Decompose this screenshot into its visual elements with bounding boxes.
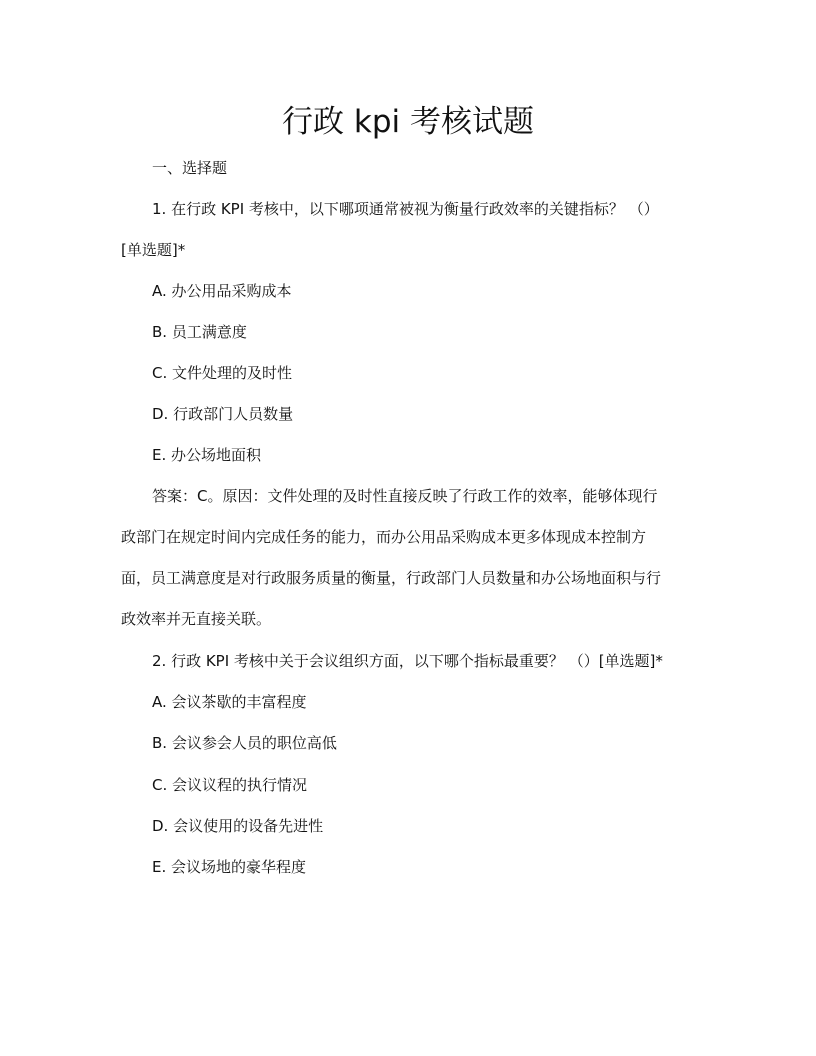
question-2-option-d: D. 会议使用的设备先进性	[152, 817, 324, 835]
question-1-type: [单选题]*	[121, 241, 186, 259]
question-1-answer-line-2: 政部门在规定时间内完成任务的能力，而办公用品采购成本更多体现成本控制方	[121, 528, 647, 546]
question-1-prompt: 1. 在行政 KPI 考核中，以下哪项通常被视为衡量行政效率的关键指标？ （）	[152, 200, 659, 218]
question-1-option-b: B. 员工满意度	[152, 323, 247, 341]
question-2-option-a: A. 会议茶歇的丰富程度	[152, 693, 307, 711]
section-heading: 一、选择题	[152, 159, 228, 177]
question-1-option-e: E. 办公场地面积	[152, 446, 262, 464]
question-2-prompt: 2. 行政 KPI 考核中关于会议组织方面，以下哪个指标最重要？ （）[单选题]*	[152, 652, 663, 670]
question-2-option-b: B. 会议参会人员的职位高低	[152, 734, 337, 752]
question-2-option-e: E. 会议场地的豪华程度	[152, 858, 307, 876]
question-1-answer-line-1: 答案：C。原因：文件处理的及时性直接反映了行政工作的效率，能够体现行	[152, 487, 658, 505]
question-1-option-c: C. 文件处理的及时性	[152, 364, 293, 382]
question-1-answer-line-3: 面，员工满意度是对行政服务质量的衡量，行政部门人员数量和办公场地面积与行	[121, 569, 662, 587]
question-1-option-a: A. 办公用品采购成本	[152, 282, 292, 300]
document-title: 行政 kpi 考核试题	[282, 104, 534, 140]
question-1-answer-line-4: 政效率并无直接关联。	[121, 610, 272, 628]
question-1-option-d: D. 行政部门人员数量	[152, 405, 294, 423]
question-2-option-c: C. 会议议程的执行情况	[152, 776, 308, 794]
